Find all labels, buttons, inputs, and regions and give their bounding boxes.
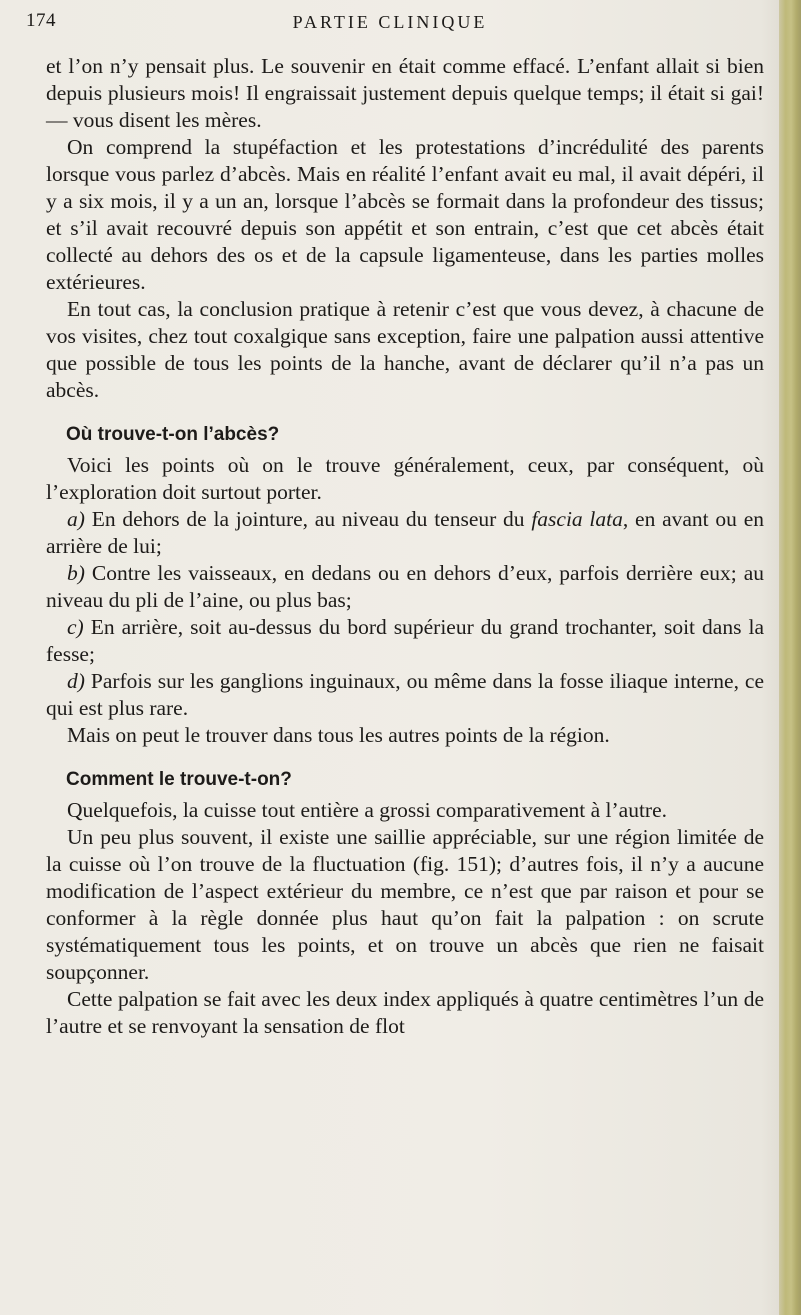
section-heading: Comment le trouve-t-on? <box>66 769 292 790</box>
list-marker: a) <box>67 507 85 531</box>
list-text: En dehors de la jointure, au niveau du tenseur du <box>84 507 532 531</box>
list-marker: b) <box>67 561 85 585</box>
list-text: En arrière, soit au-dessus du bord supérieur du grand trochanter, soit dans la fesse; <box>46 615 764 666</box>
paragraph: Quelquefois, la cuisse tout entière a grossi comparativement à l’autre. <box>67 798 667 822</box>
paragraph: et l’on n’y pensait plus. Le souvenir en était comme effacé. L’enfant allait si bien depuis plusieurs mois! Il engraissait justement depuis quelque temps; il était si gai! — vous disent les mères. <box>46 54 764 132</box>
list-item <box>46 506 764 560</box>
paragraph: Un peu plus souvent, il existe une saillie appréciable, sur une région limitée de la cuisse où l’on trouve de la fluctuation (fig. 151); d’autres fois, il n’y a aucune modification de l’aspect extérieur du membre, ce n’est que par raison et pour se conformer à la règle donnée plus haut qu’on fait la palpation : on scrute systématiquement tous les points, et on trouve un abcès que rien ne faisait soupçonner. <box>46 825 764 984</box>
page-edge <box>779 0 801 1315</box>
page-header <box>20 8 760 38</box>
list-text: Contre les vaisseaux, en dedans ou en dehors d’eux, parfois derrière eux; au niveau du pli de l’aine, ou plus bas; <box>46 561 764 612</box>
paragraph: Cette palpation se fait avec les deux index appliqués à quatre centimètres l’un de l’autre et se renvoyant la sensation de flot <box>46 987 764 1038</box>
italic-term: fascia lata <box>531 507 623 531</box>
list-item <box>46 668 764 722</box>
paragraph: Voici les points où on le trouve généralement, ceux, par conséquent, où l’exploration doit surtout porter. <box>46 453 764 504</box>
page-number: 174 <box>26 10 56 31</box>
list-marker: c) <box>67 615 84 639</box>
page-body <box>46 53 764 1040</box>
paragraph: Mais on peut le trouver dans tous les autres points de la région. <box>67 723 610 747</box>
running-head: PARTIE CLINIQUE <box>292 12 488 32</box>
paragraph: On comprend la stupéfaction et les protestations d’incrédulité des parents lorsque vous parlez d’abcès. Mais en réalité l’enfant avait eu mal, il avait dépéri, il y a six mois, il y a un an, lorsque l’abcès se formait dans la profondeur des tissus; et s’il avait recouvré depuis son appétit et son entrain, c’est que cet abcès était collecté au dehors des os et de la capsule ligamenteuse, dans les parties molles extérieures. <box>46 135 764 294</box>
list-text: , en avant ou en arrière de lui; <box>46 507 764 558</box>
section-heading: Où trouve-t-on l’abcès? <box>66 424 280 445</box>
list-marker: d) <box>67 669 85 693</box>
list-item <box>46 560 764 614</box>
paragraph: En tout cas, la conclusion pratique à retenir c’est que vous devez, à chacune de vos visites, chez tout coxalgique sans exception, faire une palpation aussi attentive que possible de tous les points de la hanche, avant de déclarer qu’il n’a pas un abcès. <box>46 297 764 402</box>
list-text: Parfois sur les ganglions inguinaux, ou même dans la fosse iliaque interne, ce qui est plus rare. <box>46 669 764 720</box>
list-item <box>46 614 764 668</box>
